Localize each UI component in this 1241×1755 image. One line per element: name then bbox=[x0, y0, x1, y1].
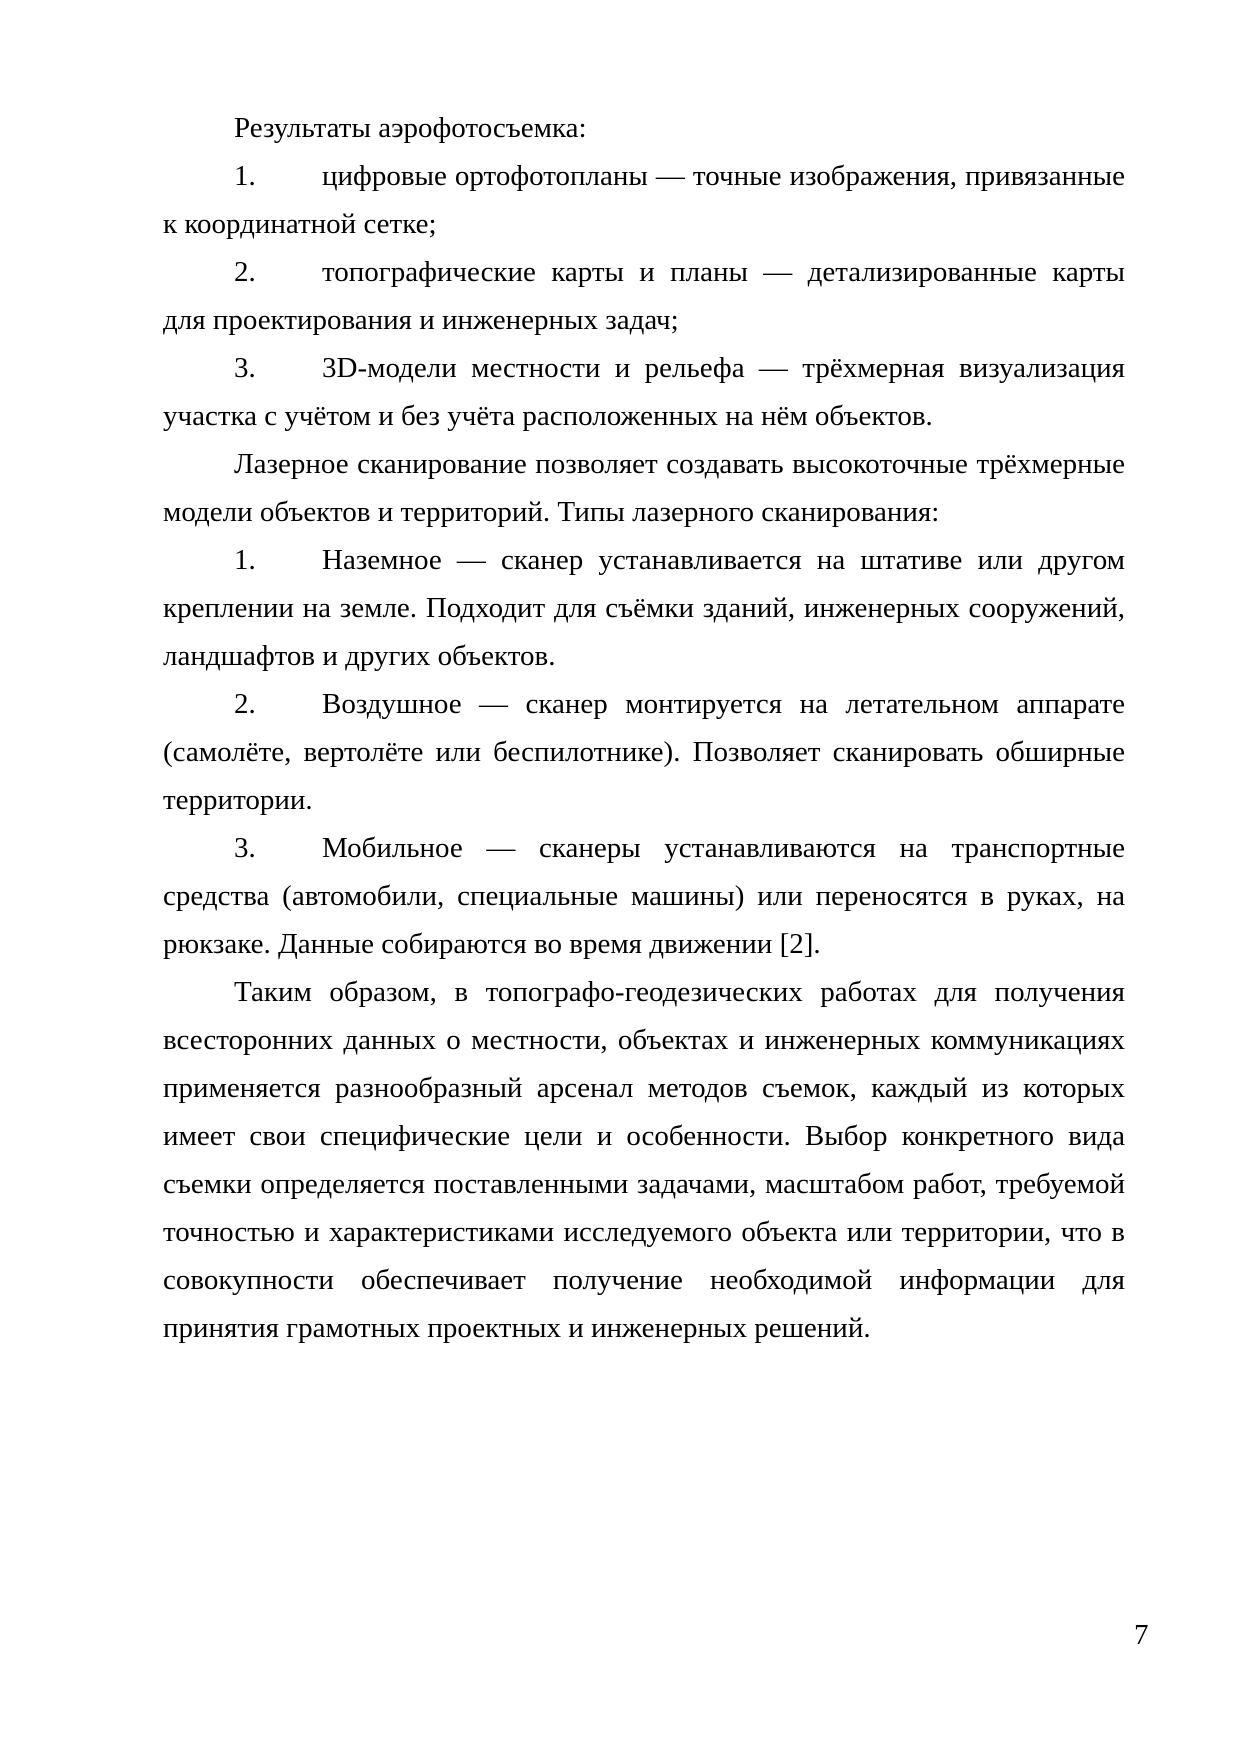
list-item-text: 3D-модели местности и рельефа — трёхмерная визуализация участка с учётом и без учёта расположенных на нём объектов. bbox=[163, 352, 1125, 432]
list-item-topomaps bbox=[163, 248, 1125, 344]
paragraph-results-intro: Результаты аэрофотосъемка: bbox=[234, 112, 587, 144]
list-number: 2. bbox=[234, 256, 256, 288]
list-number: 1. bbox=[234, 160, 256, 192]
list-number: 2. bbox=[234, 688, 256, 720]
list-item-mobile bbox=[163, 824, 1125, 968]
paragraph-laser-scanning: Лазерное сканирование позволяет создавать высокоточные трёхмерные модели объектов и территорий. Типы лазерного сканирования: bbox=[163, 448, 1125, 528]
list-item-text: топографические карты и планы — детализированные карты для проектирования и инженерных задач; bbox=[163, 256, 1125, 336]
list-item-3dmodels bbox=[163, 344, 1125, 440]
list-item-ortho bbox=[163, 152, 1125, 248]
document-body bbox=[163, 104, 1125, 1352]
list-item-ground bbox=[163, 536, 1125, 680]
list-item-text: Воздушное — сканер монтируется на летательном аппарате (самолёте, вертолёте или беспилотнике). Позволяет сканировать обширные территории. bbox=[163, 688, 1125, 816]
list-item-text: цифровые ортофотопланы — точные изображения, привязанные к координатной сетке; bbox=[163, 160, 1125, 240]
list-number: 1. bbox=[234, 544, 256, 576]
page-number: 7 bbox=[1134, 1619, 1149, 1651]
list-item-aerial bbox=[163, 680, 1125, 824]
list-item-text: Наземное — сканер устанавливается на штативе или другом креплении на земле. Подходит для съёмки зданий, инженерных сооружений, ландшафтов и других объектов. bbox=[163, 544, 1125, 672]
list-number: 3. bbox=[234, 352, 256, 384]
list-item-text: Мобильное — сканеры устанавливаются на транспортные средства (автомобили, специальные машины) или переносятся в руках, на рюкзаке. Данные собираются во время движении [2]. bbox=[163, 832, 1125, 960]
list-number: 3. bbox=[234, 832, 256, 864]
paragraph-conclusion: Таким образом, в топографо-геодезических работах для получения всесторонних данных о местности, объектах и инженерных коммуникациях применяется разнообразный арсенал методов съемок, каждый из которых имеет свои специфические цели и особенности. Выбор конкретного вида съемки определяется поставленными задачами, масштабом работ, требуемой точностью и характеристиками исследуемого объекта или территории, что в совокупности обеспечивает получение необходимой информации для принятия грамотных проектных и инженерных решений. bbox=[163, 976, 1125, 1344]
